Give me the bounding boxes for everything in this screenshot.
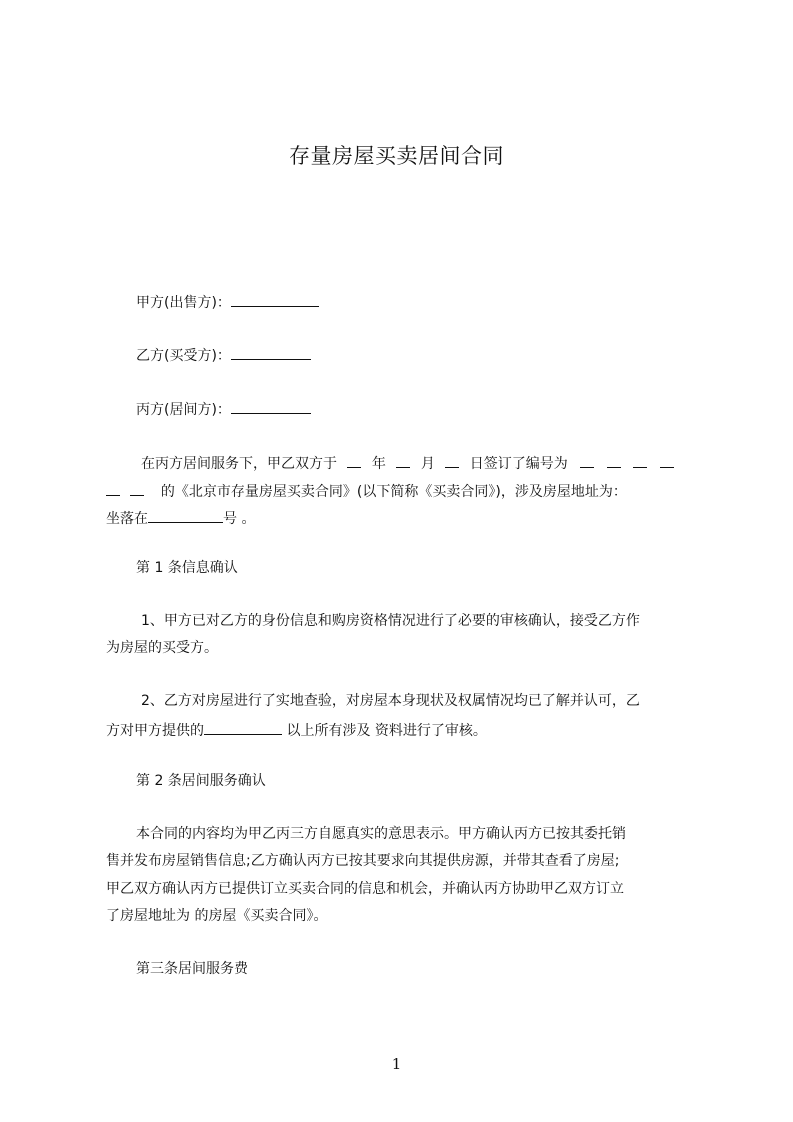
intro-line-1	[141, 452, 678, 474]
year-label: 年	[371, 456, 386, 472]
article-1-item-2-line-2	[106, 719, 487, 741]
article-1-item-1-line-1: 1、甲方已对乙方的身份信息和购房资格情况进行了必要的审核确认，接受乙方作	[141, 613, 640, 629]
contract-number-blank-5	[106, 480, 120, 496]
page-number: 1	[391, 1055, 402, 1073]
party-b-blank	[231, 344, 311, 360]
party-c-blank	[231, 398, 311, 414]
party-b-label: 乙方(买受方)：	[136, 348, 231, 364]
contract-number-blank-4	[660, 452, 674, 468]
item-2-text-b: 以上所有涉及 资料进行了审核。	[282, 723, 487, 739]
party-a-label: 甲方(出售方)：	[136, 295, 231, 311]
address-blank	[148, 507, 223, 523]
party-c-label: 丙方(居间方)：	[136, 402, 231, 418]
intro-line-3	[106, 507, 255, 529]
article-2-line-1: 本合同的内容均为甲乙丙三方自愿真实的意思表示。甲方确认丙方已按其委托销	[136, 826, 626, 842]
day-label: 日签订了编号为	[469, 456, 568, 472]
article-2-line-2: 售并发布房屋销售信息;乙方确认丙方已按其要求向其提供房源，并带其查看了房屋;	[106, 853, 620, 869]
contract-number-blank-6	[130, 480, 144, 496]
article-1-item-2-line-1: 2、乙方对房屋进行了实地查验，对房屋本身现状及权属情况均已了解并认可，乙	[141, 693, 640, 709]
article-2-line-3: 甲乙双方确认丙方已提供订立买卖合同的信息和机会，并确认丙方协助甲乙双方订立	[106, 881, 624, 897]
article-1-heading: 第 1 条信息确认	[136, 560, 238, 576]
party-b-line	[136, 344, 311, 366]
party-a-line	[136, 291, 319, 313]
article-2-line-4: 了房屋地址为 的房屋《买卖合同》。	[106, 908, 328, 924]
intro-text-d: 号 。	[223, 511, 256, 527]
item-2-text-a: 方对甲方提供的	[106, 723, 204, 739]
month-blank	[396, 452, 410, 468]
contract-number-blank-1	[580, 452, 594, 468]
year-blank	[347, 452, 361, 468]
intro-text-c: 坐落在	[106, 511, 148, 527]
article-2-heading: 第 2 条居间服务确认	[136, 773, 266, 789]
materials-blank	[204, 719, 282, 735]
contract-number-blank-2	[607, 452, 621, 468]
article-3-heading: 第三条居间服务费	[136, 961, 248, 977]
article-1-item-1-line-2: 为房屋的买受方。	[106, 640, 218, 656]
intro-text-b: 的《北京市存量房屋买卖合同》(以下简称《买卖合同》)，涉及房屋地址为：	[160, 484, 627, 500]
party-c-line	[136, 398, 311, 420]
intro-text-a: 在丙方居间服务下，甲乙双方于	[141, 456, 337, 472]
document-title: 存量房屋买卖居间合同	[289, 144, 504, 168]
contract-number-blank-3	[633, 452, 647, 468]
party-a-blank	[231, 291, 319, 307]
intro-line-2	[106, 480, 627, 502]
day-blank	[445, 452, 459, 468]
month-label: 月	[420, 456, 435, 472]
